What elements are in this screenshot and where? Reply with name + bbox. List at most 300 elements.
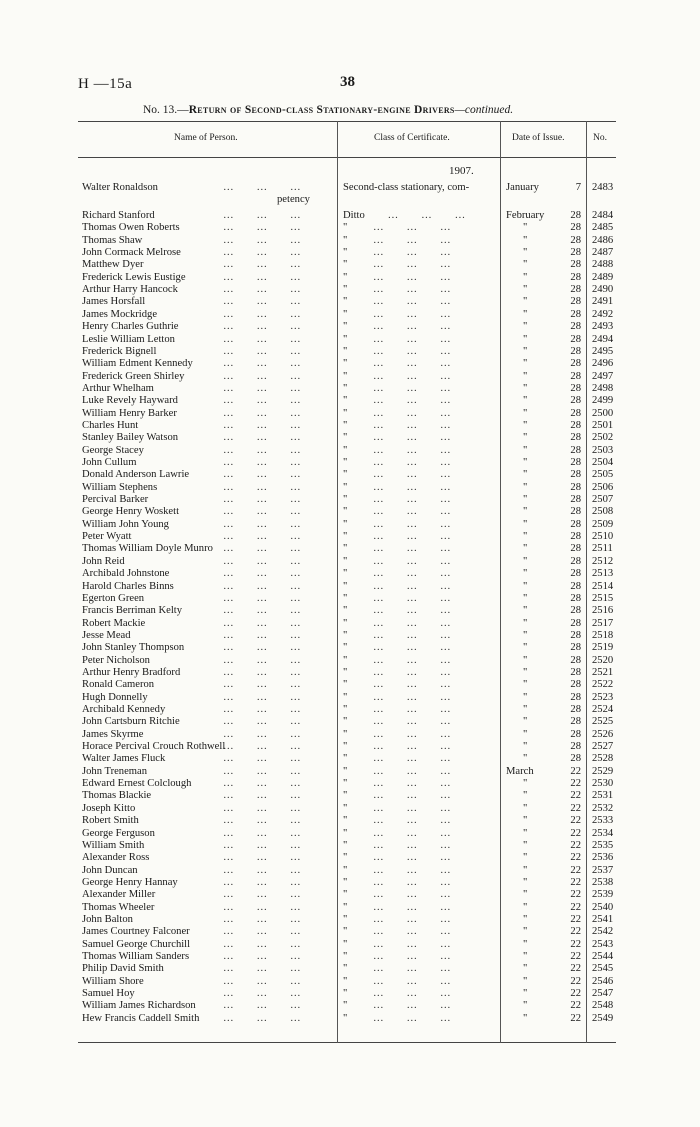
issue-month: " (523, 876, 528, 888)
certificate-class: " (343, 988, 348, 1000)
issue-month: " (523, 419, 528, 431)
table-row (78, 877, 616, 889)
issue-day: 22 (570, 951, 581, 962)
certificate-number: 2499 (592, 395, 614, 407)
certificate-number: 2484 (592, 210, 614, 221)
leader-dots: … … … (223, 543, 302, 555)
table-row (78, 469, 616, 481)
issue-month: " (523, 716, 528, 728)
table-row (78, 556, 616, 568)
issue-month: " (523, 852, 528, 864)
leader-dots: … … … (373, 876, 452, 888)
caption-title: Return of Second-class Stationary-engine Drivers (188, 104, 455, 116)
leader-dots: … … … (373, 889, 452, 901)
leader-dots: … … … (223, 321, 302, 333)
issue-month: " (523, 506, 528, 518)
certificate-number: 2530 (592, 778, 614, 790)
certificate-class: " (343, 568, 348, 580)
person-name: Ronald Cameron (82, 679, 155, 691)
issue-month: " (523, 592, 528, 604)
issue-day: 7 (575, 182, 581, 193)
issue-day: 28 (570, 345, 581, 357)
issue-day: 22 (570, 926, 581, 938)
table-row (78, 852, 616, 864)
issue-day: 22 (570, 778, 581, 790)
leader-dots: … … … (373, 864, 452, 876)
issue-month: " (523, 568, 528, 580)
issue-month: " (523, 654, 528, 666)
leader-dots: … … … (223, 444, 302, 456)
leader-dots: … … … (373, 271, 452, 283)
leader-dots: … … … (373, 753, 452, 765)
leader-dots: … … … (223, 988, 302, 1000)
leader-dots: … … … (373, 234, 452, 246)
table-row (78, 408, 616, 420)
leader-dots: … … … (223, 889, 302, 901)
leader-dots: … … … (373, 555, 452, 567)
leader-dots: … … … (373, 605, 452, 617)
certificate-number: 2543 (592, 938, 614, 950)
table-row (78, 988, 616, 1000)
certificate-class: " (343, 913, 348, 925)
certificate-class: " (343, 876, 348, 888)
issue-month: " (523, 321, 528, 333)
issue-day: 22 (570, 765, 581, 777)
certificate-class-continued: petency (277, 194, 310, 205)
leader-dots: … … … (223, 469, 302, 481)
leader-dots: … … … (223, 580, 302, 592)
leader-dots: … … … (373, 790, 452, 802)
leader-dots: … … … (223, 271, 302, 283)
person-name: Thomas William Doyle Munro (82, 543, 213, 555)
issue-month: " (523, 407, 528, 419)
leader-dots: … … … (223, 864, 302, 876)
table-row (78, 951, 616, 963)
leader-dots: … … … (373, 247, 452, 259)
certificate-class: " (343, 753, 348, 765)
certificate-number: 2509 (592, 518, 614, 530)
leader-dots: … … … (223, 951, 302, 962)
leader-dots: … … … (373, 568, 452, 580)
certificate-class: " (343, 679, 348, 691)
table-row (78, 247, 616, 259)
table-row (78, 889, 616, 901)
issue-day: 28 (570, 370, 581, 382)
issue-month: " (523, 913, 528, 925)
table-row (78, 1013, 616, 1025)
person-name: James Skyrme (82, 728, 144, 740)
issue-day: 22 (570, 802, 581, 814)
issue-day: 28 (570, 654, 581, 666)
leader-dots: … … … (373, 494, 452, 506)
issue-month: " (523, 284, 528, 296)
leader-dots: … … … (223, 210, 302, 221)
issue-day: 22 (570, 963, 581, 975)
person-name: Alexander Ross (82, 852, 150, 864)
leader-dots: … … … (223, 284, 302, 296)
leader-dots: … … … (223, 234, 302, 246)
certificate-number: 2535 (592, 839, 614, 851)
certificate-class: " (343, 716, 348, 728)
leader-dots: … … … (223, 913, 302, 925)
certificate-number: 2483 (592, 182, 614, 193)
leader-dots: … … … (373, 345, 452, 357)
table-row (78, 679, 616, 691)
issue-month: " (523, 580, 528, 592)
certificate-number: 2491 (592, 296, 614, 308)
leader-dots: … … … (223, 222, 302, 234)
person-name: Samuel Hoy (82, 988, 135, 1000)
certificate-class: " (343, 765, 348, 777)
person-name: William Stephens (82, 481, 158, 493)
certificate-class: " (343, 555, 348, 567)
table-row (78, 259, 616, 271)
person-name: William John Young (82, 518, 169, 530)
certificate-class: " (343, 691, 348, 703)
issue-month: " (523, 259, 528, 271)
issue-day: 28 (570, 543, 581, 555)
leader-dots: … … … (223, 308, 302, 320)
leader-dots: … … … (223, 642, 302, 654)
issue-month: " (523, 358, 528, 370)
page-number: 38 (340, 74, 355, 90)
certificate-number: 2542 (592, 926, 614, 938)
certificate-class: " (343, 728, 348, 740)
leader-dots: … … … (373, 765, 452, 777)
table-row (78, 457, 616, 469)
person-name: Percival Barker (82, 494, 149, 506)
certificate-class: " (343, 839, 348, 851)
person-name: Archibald Kennedy (82, 704, 166, 715)
issue-month: March (506, 765, 534, 777)
table-row (78, 618, 616, 630)
leader-dots: … … … (223, 901, 302, 913)
year-label: 1907. (449, 165, 474, 177)
leader-dots: … … … (373, 333, 452, 345)
table-row (78, 914, 616, 926)
issue-month: " (523, 271, 528, 283)
leader-dots: … … … (223, 704, 302, 715)
person-name: Philip David Smith (82, 963, 164, 975)
leader-dots: … … … (373, 407, 452, 419)
leader-dots: … … … (373, 778, 452, 790)
certificate-number: 2545 (592, 963, 614, 975)
issue-day: 22 (570, 1012, 581, 1024)
certificate-number: 2526 (592, 728, 614, 740)
person-name: Alexander Miller (82, 889, 156, 901)
table-row (78, 753, 616, 765)
issue-month: " (523, 951, 528, 962)
issue-month: " (523, 605, 528, 617)
issue-day: 28 (570, 210, 581, 221)
issue-month: " (523, 494, 528, 506)
issue-day: 28 (570, 308, 581, 320)
issue-month: " (523, 839, 528, 851)
certificate-number: 2490 (592, 284, 614, 296)
person-name: Harold Charles Binns (82, 580, 174, 592)
leader-dots: … … … (373, 617, 452, 629)
certificate-class: " (343, 543, 348, 555)
person-name: Jesse Mead (82, 629, 131, 641)
certificate-class: " (343, 469, 348, 481)
issue-day: 28 (570, 444, 581, 456)
leader-dots: … … … (223, 802, 302, 814)
issue-day: 28 (570, 407, 581, 419)
leader-dots: … … … (223, 531, 302, 543)
certificate-number: 2541 (592, 913, 614, 925)
leader-dots: … … … (223, 741, 302, 753)
leader-dots: … … … (223, 839, 302, 851)
leader-dots: … … … (223, 876, 302, 888)
issue-day: 28 (570, 716, 581, 728)
certificate-number: 2496 (592, 358, 614, 370)
table-row (78, 371, 616, 383)
leader-dots: … … … (223, 815, 302, 827)
issue-day: 28 (570, 629, 581, 641)
person-name: Charles Hunt (82, 419, 139, 431)
certificate-class: " (343, 259, 348, 271)
leader-dots: … … … (223, 617, 302, 629)
leader-dots: … … … (223, 382, 302, 394)
issue-day: 28 (570, 605, 581, 617)
issue-day: 28 (570, 271, 581, 283)
certificate-class: " (343, 778, 348, 790)
table-row (78, 519, 616, 531)
table-row (78, 506, 616, 518)
issue-day: 28 (570, 753, 581, 765)
issue-day: 28 (570, 704, 581, 715)
issue-day: 22 (570, 975, 581, 987)
issue-day: 28 (570, 296, 581, 308)
section-label: H —15a (78, 76, 133, 92)
issue-month: " (523, 247, 528, 259)
table-row (78, 309, 616, 321)
certificate-number: 2544 (592, 951, 614, 962)
certificate-number: 2486 (592, 234, 614, 246)
person-name: William Henry Barker (82, 407, 177, 419)
table-row (78, 395, 616, 407)
issue-day: 28 (570, 247, 581, 259)
certificate-number: 2492 (592, 308, 614, 320)
certificate-number: 2540 (592, 901, 614, 913)
leader-dots: … … … (373, 481, 452, 493)
leader-dots: … … … (223, 679, 302, 691)
certificate-number: 2546 (592, 975, 614, 987)
certificate-number: 2528 (592, 753, 614, 765)
issue-month: " (523, 827, 528, 839)
certificate-number: 2495 (592, 345, 614, 357)
table-row (78, 445, 616, 457)
person-name: James Mockridge (82, 308, 158, 320)
issue-day: 22 (570, 988, 581, 1000)
issue-day: 28 (570, 531, 581, 543)
leader-dots: … … … (373, 691, 452, 703)
person-name: Walter Ronaldson (82, 182, 158, 193)
certificate-class: " (343, 654, 348, 666)
table-row (78, 235, 616, 247)
leader-dots: … … … (223, 938, 302, 950)
issue-day: 28 (570, 259, 581, 271)
person-name: Frederick Bignell (82, 345, 157, 357)
leader-dots: … … … (373, 679, 452, 691)
person-name: Thomas Shaw (82, 234, 143, 246)
certificate-number: 2500 (592, 407, 614, 419)
issue-day: 28 (570, 666, 581, 678)
table-row (78, 432, 616, 444)
certificate-class: " (343, 506, 348, 518)
table-row-first (78, 182, 616, 194)
certificate-number: 2510 (592, 531, 614, 543)
issue-month: " (523, 531, 528, 543)
person-name: George Ferguson (82, 827, 155, 839)
person-name: Henry Charles Guthrie (82, 321, 179, 333)
issue-day: 22 (570, 852, 581, 864)
table-row (78, 272, 616, 284)
certificate-number: 2523 (592, 691, 614, 703)
leader-dots: … … … (223, 568, 302, 580)
person-name: Matthew Dyer (82, 259, 144, 271)
issue-day: 28 (570, 382, 581, 394)
person-name: Peter Nicholson (82, 654, 150, 666)
issue-day: 28 (570, 568, 581, 580)
certificate-number: 2533 (592, 815, 614, 827)
certificate-number: 2501 (592, 419, 614, 431)
leader-dots: … … … (373, 296, 452, 308)
certificate-class: " (343, 592, 348, 604)
person-name: Robert Smith (82, 815, 139, 827)
issue-month: " (523, 308, 528, 320)
person-name: John Cormack Melrose (82, 247, 181, 259)
issue-month: " (523, 728, 528, 740)
person-name: Samuel George Churchill (82, 938, 191, 950)
certificate-class: " (343, 666, 348, 678)
leader-dots: … … … (373, 457, 452, 468)
table-row (78, 803, 616, 815)
leader-dots: … … … (223, 926, 302, 938)
certificate-class: " (343, 271, 348, 283)
issue-month: " (523, 296, 528, 308)
person-name: John Treneman (82, 765, 148, 777)
issue-day: 22 (570, 901, 581, 913)
person-name: Arthur Whelham (82, 382, 154, 394)
certificate-number: 2519 (592, 642, 614, 654)
leader-dots: … … … (223, 728, 302, 740)
certificate-number: 2531 (592, 790, 614, 802)
certificate-class: Second-class stationary, com- (343, 182, 470, 193)
certificate-number: 2537 (592, 864, 614, 876)
issue-month: " (523, 617, 528, 629)
table-row (78, 963, 616, 975)
issue-day: 22 (570, 790, 581, 802)
issue-month: " (523, 457, 528, 468)
column-header-class: Class of Certificate. (374, 133, 450, 143)
certificate-class: " (343, 629, 348, 641)
leader-dots: … … … (373, 839, 452, 851)
certificate-number: 2508 (592, 506, 614, 518)
certificate-class: " (343, 975, 348, 987)
leader-dots: … … … (373, 432, 452, 444)
table-row (78, 383, 616, 395)
certificate-number: 2511 (592, 543, 613, 555)
person-name: John Reid (82, 555, 125, 567)
issue-day: 28 (570, 333, 581, 345)
issue-month: February (506, 210, 545, 221)
table-row (78, 926, 616, 938)
certificate-class: " (343, 407, 348, 419)
leader-dots: … … … (373, 666, 452, 678)
certificate-class: " (343, 827, 348, 839)
issue-day: 28 (570, 222, 581, 234)
issue-month: " (523, 555, 528, 567)
leader-dots: … … … (223, 506, 302, 518)
person-name: William Edment Kennedy (82, 358, 193, 370)
table-row (78, 284, 616, 296)
certificate-number: 2525 (592, 716, 614, 728)
certificate-number: 2512 (592, 555, 614, 567)
person-name: John Duncan (82, 864, 138, 876)
certificate-number: 2532 (592, 802, 614, 814)
issue-month: " (523, 1012, 528, 1024)
table-row (78, 1000, 616, 1012)
leader-dots: … … … (373, 1012, 452, 1024)
issue-month: " (523, 815, 528, 827)
person-name: George Henry Hannay (82, 876, 178, 888)
person-name: Edward Ernest Colclough (82, 778, 192, 790)
issue-day: 28 (570, 691, 581, 703)
leader-dots: … … … (373, 580, 452, 592)
table-row (78, 420, 616, 432)
certificate-number: 2514 (592, 580, 614, 592)
person-name: John Cartsburn Ritchie (82, 716, 180, 728)
issue-day: 28 (570, 642, 581, 654)
certificate-class: " (343, 802, 348, 814)
issue-month: " (523, 1000, 528, 1012)
issue-month: " (523, 543, 528, 555)
leader-dots: … … … (373, 728, 452, 740)
leader-dots: … … … (223, 358, 302, 370)
certificate-number: 2513 (592, 568, 614, 580)
issue-month: " (523, 518, 528, 530)
leader-dots: … … … (223, 1000, 302, 1012)
certificate-class: " (343, 889, 348, 901)
table-row (78, 531, 616, 543)
leader-dots: … … … (223, 259, 302, 271)
leader-dots: … … … (373, 741, 452, 753)
certificate-class: " (343, 518, 348, 530)
issue-month: " (523, 395, 528, 407)
person-name: Francis Berriman Kelty (82, 605, 183, 617)
issue-day: 22 (570, 815, 581, 827)
certificate-number: 2493 (592, 321, 614, 333)
certificate-number: 2524 (592, 704, 614, 715)
table-row (78, 692, 616, 704)
column-header-no: No. (593, 133, 607, 143)
certificate-number: 2515 (592, 592, 614, 604)
certificate-class: " (343, 234, 348, 246)
issue-day: 28 (570, 494, 581, 506)
certificate-class: " (343, 432, 348, 444)
certificate-class: " (343, 741, 348, 753)
certificate-number: 2527 (592, 741, 614, 753)
leader-dots: … … … (223, 432, 302, 444)
issue-day: 28 (570, 395, 581, 407)
issue-month: " (523, 778, 528, 790)
leader-dots: … … … (373, 1000, 452, 1012)
leader-dots: … … … (223, 481, 302, 493)
certificate-number: 2517 (592, 617, 614, 629)
table-row (78, 976, 616, 988)
table-row (78, 828, 616, 840)
